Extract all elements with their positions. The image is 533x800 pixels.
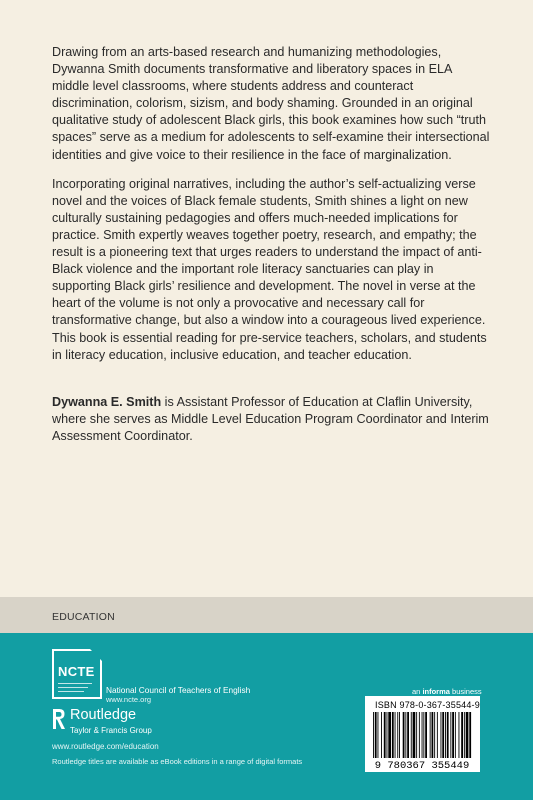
barcode-bar [461, 712, 463, 758]
publisher-name: Routledge [70, 707, 137, 723]
barcode-bar [423, 712, 424, 758]
barcode-bar [464, 712, 465, 758]
ncte-name: National Council of Teachers of English [106, 685, 251, 695]
barcode-bar [373, 712, 374, 758]
ncte-url: www.ncte.org [106, 695, 152, 704]
blurb-paragraph-2: Incorporating original narratives, including the author’s self-actualizing verse novel and the voices of Black female students, Smith shines a light on new culturally sustaining pedagogies and offers much-needed implications for practice. Smith expertly weaves together poetry, research, and empathy; the result is a pioneering text that urges readers to understand the impact of anti-Black violence and the important role literacy sanctuaries can play in supporting Black girls’ resilience and development. The novel in verse at the heart of the volume is not only a provocative and necessary call for transformative change, but also a window into a courageous lived experience. This book is essential reading for pre-service teachers, scholars, and students in literacy education, inclusive education, and teacher education. [52, 176, 487, 362]
publisher-url: www.routledge.com/education [52, 742, 159, 751]
barcode-bar [395, 712, 396, 758]
barcode-bar [416, 712, 417, 758]
author-name: Dywanna E. Smith [52, 394, 162, 409]
barcode-bar [405, 712, 406, 758]
barcode-bar [381, 712, 382, 758]
barcode-bar [388, 712, 391, 758]
isbn-label: ISBN 978-0-367-35544-9 [375, 700, 480, 710]
ncte-logo-line [58, 691, 84, 692]
barcode-bar [425, 712, 427, 758]
informa-prefix: an [412, 687, 423, 696]
barcode-bar [432, 712, 434, 758]
ncte-logo-corner [90, 649, 102, 661]
ncte-logo-icon [52, 649, 102, 699]
barcode-bar [437, 712, 438, 758]
barcode-bar [378, 712, 379, 758]
ncte-logo-text: NCTE [58, 664, 95, 679]
barcode-bar [399, 712, 400, 758]
barcode-bar [413, 712, 416, 758]
ncte-logo-line [58, 687, 88, 688]
informa-suffix: business [449, 687, 482, 696]
barcode-bar [441, 712, 442, 758]
author-bio-text: is Assistant Professor of Education at Claflin University, where she serves as Middle Level Education Program Coordinator and Interim Assessment Coordinator. [52, 394, 489, 443]
barcode-bar [455, 712, 456, 758]
ebook-note: Routledge titles are available as eBook editions in a range of digital formats [52, 757, 303, 766]
barcode-bar [384, 712, 386, 758]
blurb [52, 44, 492, 457]
barcode-bar [447, 712, 449, 758]
barcode-bar [397, 712, 398, 758]
author-bio [52, 394, 492, 445]
barcode-bar [392, 712, 394, 758]
barcode-panel [365, 696, 480, 772]
blurb-paragraph-1: Drawing from an arts-based research and humanizing methodologies, Dywanna Smith documents transformative and liberatory spaces in ELA middle level classrooms, where students address and counteract discrimination, colorism, sizism, and body shaming. Grounded in an original qualitative study of adolescent Black girls, this book examines how such “truth spaces” serve as a medium for adolescents to self-examine their intersectional identities and give voice to their resilience in the face of marginalization. [52, 45, 490, 162]
barcode-bar [452, 712, 454, 758]
barcode-bar [375, 712, 377, 758]
routledge-r-icon [52, 708, 66, 730]
barcode-bar [459, 712, 460, 758]
barcode-bar [442, 712, 444, 758]
barcode-digits: 9 780367 355449 [374, 760, 470, 772]
barcode-bar [407, 712, 409, 758]
barcode-bar [466, 712, 469, 758]
barcode-bar [445, 712, 446, 758]
informa-tagline [412, 687, 482, 696]
barcode-bar [434, 712, 435, 758]
category-label: EDUCATION [52, 611, 115, 623]
barcode-bar [469, 712, 471, 758]
publisher-footer [0, 633, 533, 800]
category-band [0, 597, 533, 633]
barcode-bar [422, 712, 423, 758]
barcode-bar [419, 712, 420, 758]
publisher-subtitle: Taylor & Francis Group [70, 726, 152, 735]
barcode-bar [450, 712, 451, 758]
ncte-logo-line [58, 683, 92, 684]
barcode-bar [403, 712, 405, 758]
informa-brand: informa [422, 687, 450, 696]
isbn-barcode-icon [365, 696, 480, 772]
barcode-bar [411, 712, 412, 758]
barcode-bar [430, 712, 431, 758]
barcode-bar [387, 712, 388, 758]
